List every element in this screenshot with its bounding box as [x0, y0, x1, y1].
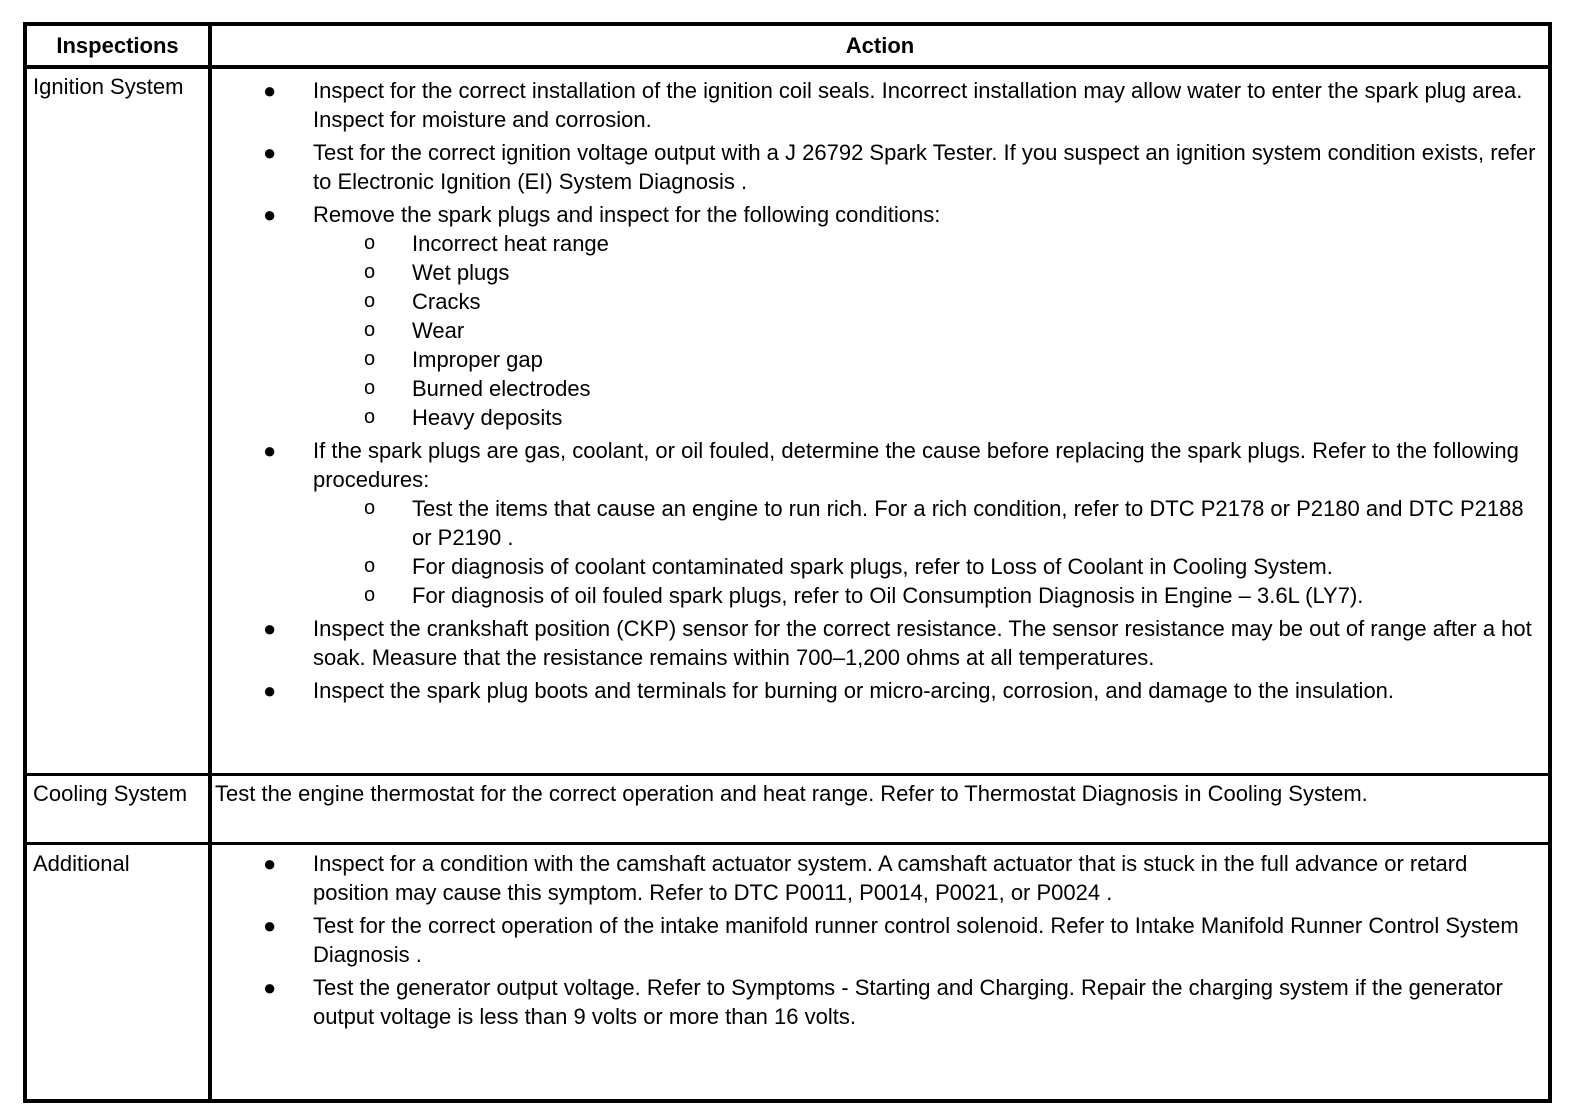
- circle-bullet-icon: o: [364, 406, 376, 428]
- sub-list-item: [313, 258, 1540, 287]
- sub-list-item: [313, 581, 1540, 610]
- bullet-icon: ●: [263, 616, 277, 641]
- sub-item-text: For diagnosis of coolant contaminated spark plugs, refer to Loss of Coolant in Cooling System.: [412, 554, 1333, 579]
- category-cooling-system: Cooling System: [33, 781, 188, 806]
- bullet-icon: ●: [263, 851, 277, 876]
- bullet-text: Inspect for the correct installation of the ignition coil seals. Incorrect installation may allow water to enter the spark plug area. Inspect for moisture and corrosion.: [313, 78, 1523, 132]
- bullet-icon: ●: [263, 78, 277, 103]
- list-item: [212, 138, 1548, 196]
- bullet-icon: ●: [263, 202, 277, 227]
- list-item: [212, 973, 1548, 1031]
- bullet-text: Remove the spark plugs and inspect for the following conditions:: [313, 202, 941, 227]
- bullet-icon: ●: [263, 975, 277, 1000]
- sub-item-text: For diagnosis of oil fouled spark plugs, refer to Oil Consumption Diagnosis in Engine – 3.6L (LY7).: [412, 583, 1364, 608]
- action-cooling-system: Test the engine thermostat for the correct operation and heat range. Refer to Thermostat Diagnosis in Cooling System.: [215, 781, 1368, 806]
- circle-bullet-icon: o: [364, 497, 376, 519]
- list-item: [212, 200, 1548, 432]
- sub-item-text: Incorrect heat range: [412, 231, 609, 256]
- list-item: [212, 676, 1548, 705]
- header-action: Action: [845, 33, 915, 58]
- circle-bullet-icon: o: [364, 348, 376, 370]
- list-item: [212, 614, 1548, 672]
- sub-item-text: Burned electrodes: [412, 376, 591, 401]
- header-inspections: Inspections: [56, 33, 179, 58]
- row-divider-cooling: [27, 842, 1548, 845]
- category-ignition-system: Ignition System: [33, 74, 184, 99]
- list-item: [212, 436, 1548, 610]
- sub-list-item: [313, 316, 1540, 345]
- circle-bullet-icon: o: [364, 232, 376, 254]
- bullet-icon: ●: [263, 678, 277, 703]
- sub-list-item: [313, 287, 1540, 316]
- sub-list-item: [313, 403, 1540, 432]
- bullet-icon: ●: [263, 438, 277, 463]
- sub-item-text: Cracks: [412, 289, 481, 314]
- action-additional: [212, 849, 1548, 1035]
- circle-bullet-icon: o: [364, 584, 376, 606]
- row-divider-ignition: [27, 773, 1548, 776]
- bullet-text: Test the generator output voltage. Refer to Symptoms - Starting and Charging. Repair the charging system if the generator output voltage is less than 9 volts or more than 16 volts.: [313, 975, 1503, 1029]
- bullet-text: Test for the correct ignition voltage output with a J 26792 Spark Tester. If you suspect an ignition system condition exists, refer to Electronic Ignition (EI) System Diagnosis .: [313, 140, 1536, 194]
- action-ignition-system: [212, 76, 1548, 709]
- sub-list-item: [313, 345, 1540, 374]
- sub-list-item: [313, 229, 1540, 258]
- list-item: [212, 911, 1548, 969]
- category-additional: Additional: [33, 851, 130, 876]
- sub-item-text: Wear: [412, 318, 465, 343]
- bullet-text: Inspect the crankshaft position (CKP) sensor for the correct resistance. The sensor resistance may be out of range after a hot soak. Measure that the resistance remains within 700–1,200 ohms at all temperatures.: [313, 616, 1532, 670]
- sub-list-item: [313, 374, 1540, 403]
- bullet-icon: ●: [263, 140, 277, 165]
- bullet-icon: ●: [263, 913, 277, 938]
- sub-item-text: Test the items that cause an engine to run rich. For a rich condition, refer to DTC P2178 or P2180 and DTC P2188 or P2190 .: [412, 496, 1524, 550]
- sub-item-text: Heavy deposits: [412, 405, 563, 430]
- inspection-table: [23, 22, 1552, 1103]
- header-divider: [27, 65, 1548, 69]
- circle-bullet-icon: o: [364, 261, 376, 283]
- list-item: [212, 849, 1548, 907]
- circle-bullet-icon: o: [364, 555, 376, 577]
- bullet-text: Inspect the spark plug boots and terminals for burning or micro-arcing, corrosion, and damage to the insulation.: [313, 678, 1395, 703]
- sub-item-text: Wet plugs: [412, 260, 510, 285]
- sub-list-item: [313, 552, 1540, 581]
- circle-bullet-icon: o: [364, 319, 376, 341]
- sub-item-text: Improper gap: [412, 347, 543, 372]
- bullet-text: If the spark plugs are gas, coolant, or oil fouled, determine the cause before replacing the spark plugs. Refer to the following procedures:: [313, 438, 1519, 492]
- list-item: [212, 76, 1548, 134]
- bullet-text: Inspect for a condition with the camshaft actuator system. A camshaft actuator that is stuck in the full advance or retard position may cause this symptom. Refer to DTC P0011, P0014, P0021, or P0024 .: [313, 851, 1468, 905]
- bullet-text: Test for the correct operation of the intake manifold runner control solenoid. Refer to Intake Manifold Runner Control System Diagnosis .: [313, 913, 1519, 967]
- circle-bullet-icon: o: [364, 290, 376, 312]
- sub-list-item: [313, 494, 1540, 552]
- circle-bullet-icon: o: [364, 377, 376, 399]
